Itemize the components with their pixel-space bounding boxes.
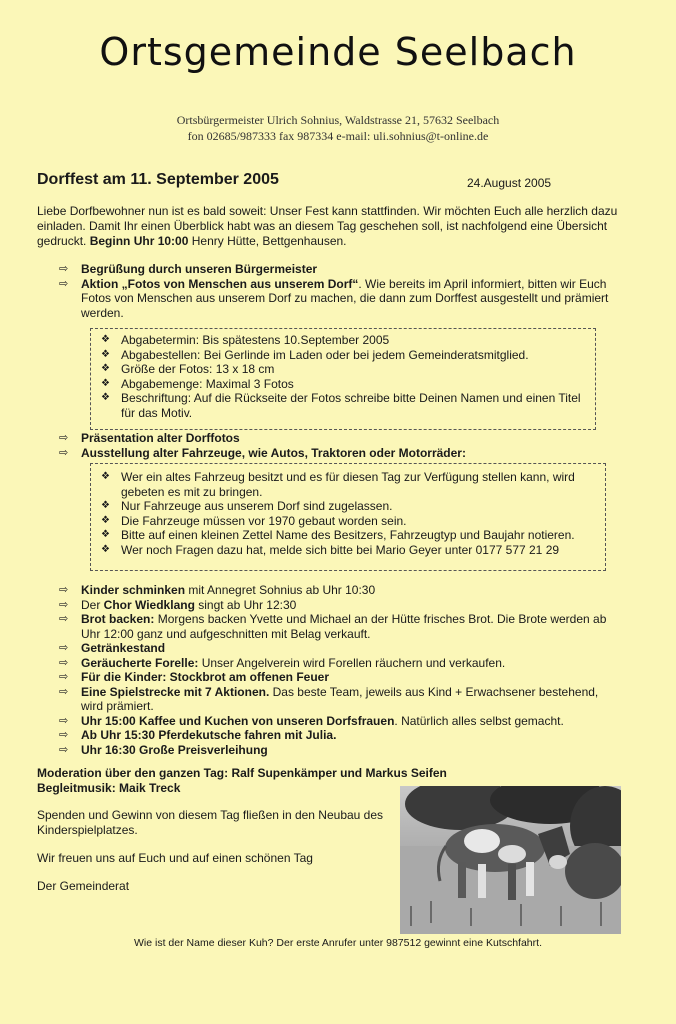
list-item <box>59 641 619 656</box>
list-item <box>59 656 619 671</box>
diamond-bullet-icon: ❖ <box>101 363 110 374</box>
rule-text: Größe der Fotos: 13 x 18 cm <box>121 362 275 376</box>
list-item <box>59 685 619 714</box>
item-bold: Uhr 16:30 Große Preisverleihung <box>81 742 268 757</box>
rule-text: Nur Fahrzeuge aus unserem Dorf sind zugelassen. <box>121 499 393 513</box>
arrow-right-icon: ⇨ <box>59 685 69 698</box>
item-text: . Wie bereits im April informiert, bitten wir Euch Fotos von Menschen aus unserem Dorf zu machen, die dann zum Dorffest ausgestellt und prämiert werden. <box>81 276 609 320</box>
item-bold: Chor Wiedklang <box>103 597 195 612</box>
arrow-right-icon: ⇨ <box>59 432 69 444</box>
rule-text: Bitte auf einen kleinen Zettel Name des Besitzers, Fahrzeugtyp und Baujahr notieren. <box>121 528 575 542</box>
item-text: Das beste Team, jeweils aus Kind + Erwachsener bestehend, wird prämiert. <box>81 684 599 713</box>
item-bold: Ausstellung alter Fahrzeuge, wie Autos, Traktoren oder Motorräder: <box>81 445 466 460</box>
item-bold: Kinder schminken <box>81 583 186 597</box>
item-bold: Präsentation alter Dorffotos <box>81 431 240 445</box>
list-item <box>91 362 595 377</box>
item-bold: Geräucherte Forelle: <box>81 655 199 670</box>
item-text: Morgens backen Yvette und Michael an der Hütte frisches Brot. Die Brote werden ab Uhr 12:00 ganz und aufgeschnitten mit Belag verkauft. <box>81 612 607 641</box>
item-bold: Begrüßung durch unseren Bürgermeister <box>81 262 318 276</box>
program-list-2 <box>59 431 619 460</box>
list-item <box>59 583 619 598</box>
arrow-right-icon: ⇨ <box>59 277 69 290</box>
rule-text: Wer noch Fragen dazu hat, melde sich bitte bei Mario Geyer unter 0177 577 21 29 <box>121 542 560 557</box>
photo-rules-box <box>90 328 596 430</box>
letter-heading: Dorffest am 11. September 2005 <box>37 171 279 188</box>
arrow-right-icon: ⇨ <box>59 263 69 275</box>
arrow-right-icon: ⇨ <box>59 584 69 596</box>
diamond-bullet-icon: ❖ <box>101 334 110 345</box>
intro-paragraph <box>37 204 627 249</box>
list-item <box>59 612 619 641</box>
list-item <box>59 431 619 446</box>
item-text: mit Annegret Sohnius ab Uhr 10:30 <box>185 583 376 597</box>
program-list-3 <box>59 583 619 757</box>
list-item <box>91 470 605 499</box>
signature: Der Gemeinderat <box>37 879 130 893</box>
item-bold: Ab Uhr 15:30 Pferdekutsche fahren mit Julia. <box>81 728 337 742</box>
photo-caption: Wie ist der Name dieser Kuh? Der erste Anrufer unter 987512 gewinnt eine Kutschfahrt. <box>134 937 542 949</box>
list-item <box>59 277 619 321</box>
contact-line: fon 02685/987333 fax 987334 e-mail: uli.sohnius@t-online.de <box>187 129 489 143</box>
intro-location: Henry Hütte, Bettgenhausen. <box>188 234 347 248</box>
donation-paragraph: Spenden und Gewinn von diesem Tag fließen in den Neubau des Kinderspielplatzes. <box>37 808 384 837</box>
list-item <box>59 714 619 729</box>
vehicle-rules-box <box>90 463 606 571</box>
sender-address <box>0 112 676 144</box>
list-item <box>91 391 595 420</box>
program-list-1 <box>59 262 619 320</box>
moderation-line: Moderation über den ganzen Tag: Ralf Supenkämper und Markus Seifen <box>37 766 447 780</box>
rule-text: Abgabemenge: Maximal 3 Fotos <box>121 376 294 391</box>
arrow-right-icon: ⇨ <box>59 642 69 654</box>
item-bold: Eine Spielstrecke mit 7 Aktionen. <box>81 684 270 699</box>
list-item <box>59 446 619 461</box>
diamond-bullet-icon: ❖ <box>101 543 110 555</box>
list-item <box>91 528 605 543</box>
intro-start-time: Beginn Uhr 10:00 <box>89 234 189 248</box>
list-item <box>59 743 619 758</box>
music-line: Begleitmusik: Maik Treck <box>37 781 181 795</box>
item-bold: Brot backen: <box>81 612 155 626</box>
cow-photo <box>400 786 621 934</box>
list-item <box>59 670 619 685</box>
item-bold: Uhr 15:00 Kaffee und Kuchen von unseren Dorfsfrauen <box>81 713 395 728</box>
cow-photo-graphic <box>400 786 621 934</box>
arrow-right-icon: ⇨ <box>59 743 69 756</box>
list-item <box>91 514 605 529</box>
arrow-right-icon: ⇨ <box>59 598 69 611</box>
list-item <box>91 543 605 558</box>
item-text: Unser Angelverein wird Forellen räuchern und verkaufen. <box>198 655 506 670</box>
arrow-right-icon: ⇨ <box>59 656 69 669</box>
diamond-bullet-icon: ❖ <box>101 514 110 526</box>
item-bold: Für die Kinder: Stockbrot am offenen Feuer <box>81 670 330 684</box>
list-item <box>91 348 595 363</box>
list-item <box>59 262 619 277</box>
address-line: Ortsbürgermeister Ulrich Sohnius, Waldstrasse 21, 57632 Seelbach <box>176 113 500 127</box>
diamond-bullet-icon: ❖ <box>101 377 110 389</box>
arrow-right-icon: ⇨ <box>59 671 69 683</box>
page-title: Ortsgemeinde Seelbach <box>99 30 577 74</box>
list-item <box>59 728 619 743</box>
diamond-bullet-icon: ❖ <box>101 348 110 360</box>
list-item: ⇨ Der Chor Wiedklang singt ab Uhr 12:30 <box>59 597 297 612</box>
item-text: . Natürlich alles selbst gemacht. <box>394 713 564 728</box>
list-item <box>91 377 595 392</box>
rule-text: Abgabestellen: Bei Gerlinde im Laden oder bei jedem Gemeinderatsmitglied. <box>121 347 529 362</box>
diamond-bullet-icon: ❖ <box>101 471 110 482</box>
intro-text: Liebe Dorfbewohner nun ist es bald soweit: Unser Fest kann stattfinden. Wir möchten Euch alle herzlich dazu einladen. Damit Ihr einen Überblick habt was an diesem Tag geschehen soll, ist nachfolgend eine Übersicht gedruckt. <box>37 204 618 248</box>
diamond-bullet-icon: ❖ <box>101 529 110 540</box>
letter-date: 24.August 2005 <box>467 176 552 190</box>
diamond-bullet-icon: ❖ <box>101 392 110 403</box>
arrow-right-icon: ⇨ <box>59 613 69 625</box>
item-bold: Getränkestand <box>81 641 166 655</box>
item-bold: Aktion „Fotos von Menschen aus unserem Dorf“ <box>81 276 359 291</box>
wish-line: Wir freuen uns auf Euch und auf einen schönen Tag <box>37 851 313 865</box>
rule-text: Die Fahrzeuge müssen vor 1970 gebaut worden sein. <box>121 513 407 528</box>
arrow-right-icon: ⇨ <box>59 446 69 459</box>
arrow-right-icon: ⇨ <box>59 729 69 741</box>
rule-text: Beschriftung: Auf die Rückseite der Fotos schreibe bitte Deinen Namen und einen Titel für das Motiv. <box>121 391 581 420</box>
list-item <box>91 333 595 348</box>
arrow-right-icon: ⇨ <box>59 714 69 727</box>
list-item <box>91 499 605 514</box>
item-text: singt ab Uhr 12:30 <box>194 597 297 612</box>
diamond-bullet-icon: ❖ <box>101 500 110 511</box>
rule-text: Wer ein altes Fahrzeug besitzt und es für diesen Tag zur Verfügung stellen kann, wird gebeten es mit zu bringen. <box>121 470 575 499</box>
rule-text: Abgabetermin: Bis spätestens 10.September 2005 <box>121 333 390 347</box>
